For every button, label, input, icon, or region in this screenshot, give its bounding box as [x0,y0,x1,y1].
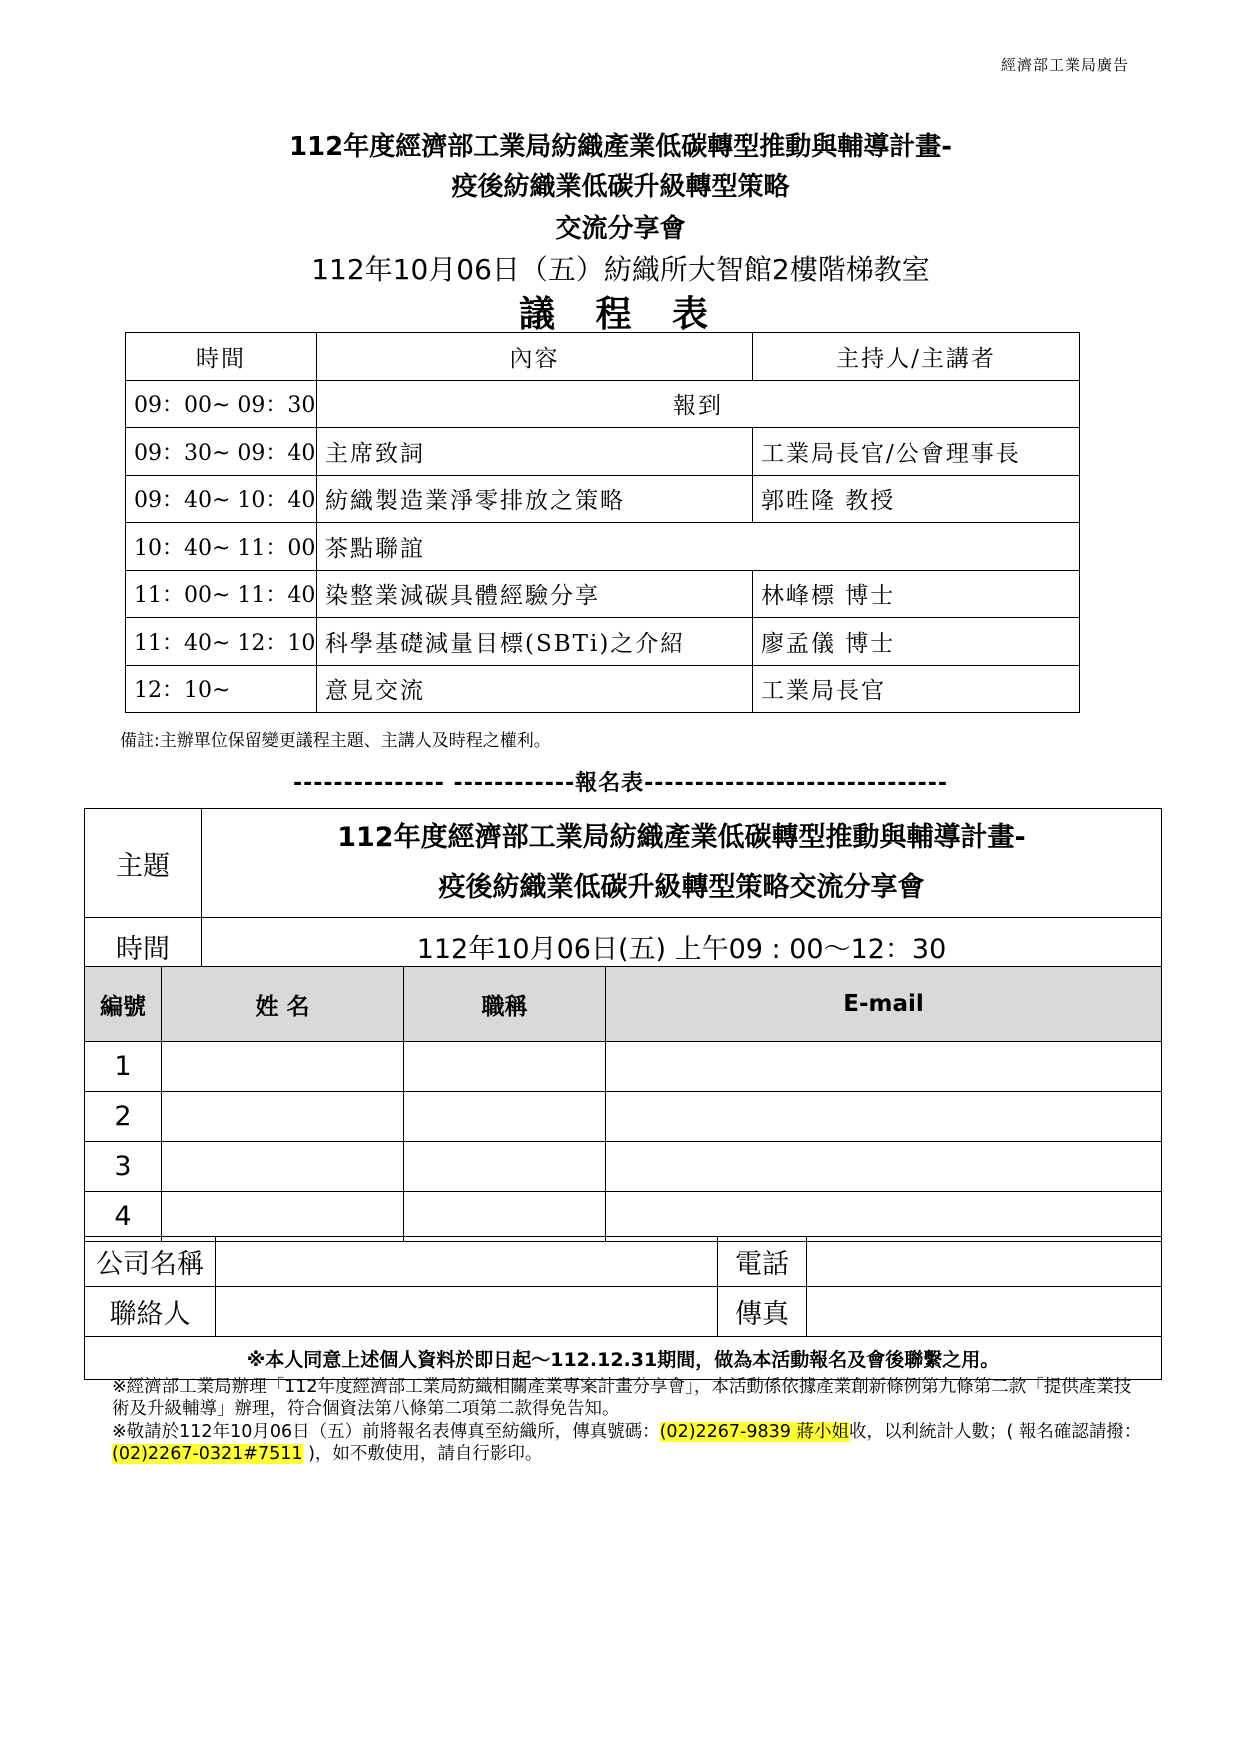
agenda-title: 議 程 表 [518,294,723,335]
company-field[interactable] [216,1237,718,1287]
agenda-time: 11：40~ 12：10 [126,618,317,666]
fax-instructions-text: ※敬請於112年10月06日（五）前將報名表傳真至紡織所，傳真號碼： [112,1422,660,1442]
attendee-row [85,1092,1162,1142]
title-field[interactable] [404,1142,606,1192]
agenda-col-content: 內容 [317,333,753,381]
agenda-speaker: 郭甠隆 教授 [753,475,1080,523]
row-number: 4 [85,1192,162,1242]
agenda-speaker: 林峰標 博士 [753,570,1080,618]
title-field[interactable] [404,1192,606,1242]
agenda-note: 備註:主辦單位保留變更議程主題、主講人及時程之權利。 [120,731,551,751]
agenda-time: 11：00~ 11：40 [126,570,317,618]
agenda-speaker: 工業局長官/公會理事長 [753,428,1080,476]
attendee-header-row [85,967,1162,1042]
contact-label: 聯絡人 [85,1287,216,1337]
advertiser-label: 經濟部工業局廣告 [1000,56,1129,74]
registration-divider: --------------- ------------報名表------------------------------ [292,771,949,796]
time-value: 112年10月06日(五) 上午09 : 00～12：30 [202,918,1162,976]
privacy-footnote: ※經濟部工業局辦理「112年度經濟部工業局紡織相關產業專案計畫分享會」，本活動係依據產業創新條例第九條第二款「提供產業技術及升級輔導」辦理，符合個資法第八條第二項第二款得免告知。 [112,1377,1132,1419]
project-title: 112年度經濟部工業局紡織產業低碳轉型推動與輔導計畫- [288,132,953,162]
agenda-speaker: 工業局長官 [753,665,1080,713]
privacy-consent: ※本人同意上述個人資料於即日起～112.12.31期間，做為本活動報名及會後聯繫之用。 [85,1337,1162,1380]
event-date-venue: 112年10月06日（五）紡織所大智館2樓階梯教室 [311,253,930,286]
email-field[interactable] [606,1042,1162,1092]
attendee-row [85,1142,1162,1192]
email-field[interactable] [606,1192,1162,1242]
subject-line-2: 疫後紡織業低碳升級轉型策略交流分享會 [438,872,925,903]
fax-instructions [112,1421,1142,1465]
row-number: 1 [85,1042,162,1092]
agenda-row [126,475,1080,523]
name-field[interactable] [162,1192,404,1242]
phone-field[interactable] [807,1237,1162,1287]
email-field[interactable] [606,1092,1162,1142]
agenda-content: 茶點聯誼 [317,523,1080,571]
agenda-time: 12：10~ [126,665,317,713]
subject-line-1: 112年度經濟部工業局紡織產業低碳轉型推動與輔導計畫- [337,822,1026,853]
agenda-time: 09：40~ 10：40 [126,475,317,523]
phone-label: 電話 [718,1237,807,1287]
name-field[interactable] [162,1092,404,1142]
col-title: 職稱 [404,967,606,1042]
company-table [84,1236,1162,1380]
col-email: E-mail [606,967,1162,1042]
col-name: 姓 名 [162,967,404,1042]
registration-info-table [84,808,1162,976]
agenda-row [126,428,1080,476]
agenda-header-row [126,333,1080,381]
agenda-time: 09：30~ 09：40 [126,428,317,476]
row-number: 2 [85,1092,162,1142]
name-field[interactable] [162,1142,404,1192]
agenda-row [126,665,1080,713]
fax-instructions-text: )，如不敷使用，請自行影印。 [302,1444,543,1464]
agenda-row [126,380,1080,428]
event-type: 交流分享會 [555,214,686,244]
attendee-table [84,966,1162,1242]
fax-instructions-text: 收，以利統計人數；( 報名確認請撥： [848,1422,1142,1442]
title-field[interactable] [404,1092,606,1142]
attendee-row [85,1192,1162,1242]
name-field[interactable] [162,1042,404,1092]
email-field[interactable] [606,1142,1162,1192]
agenda-content: 報到 [317,380,1080,428]
agenda-content: 紡織製造業淨零排放之策略 [317,475,753,523]
agenda-content: 意見交流 [317,665,753,713]
col-number: 編號 [85,967,162,1042]
agenda-row [126,618,1080,666]
agenda-row [126,570,1080,618]
attendee-row [85,1042,1162,1092]
agenda-row [126,523,1080,571]
agenda-col-speaker: 主持人/主講者 [753,333,1080,381]
agenda-content: 染整業減碳具體經驗分享 [317,570,753,618]
fax-field[interactable] [807,1287,1162,1337]
agenda-time: 09：00~ 09：30 [126,380,317,428]
agenda-table [125,332,1080,713]
row-number: 3 [85,1142,162,1192]
fax-label: 傳真 [718,1287,807,1337]
agenda-col-time: 時間 [126,333,317,381]
agenda-content: 科學基礎減量目標(SBTi)之介紹 [317,618,753,666]
contact-field[interactable] [216,1287,718,1337]
agenda-time: 10：40~ 11：00 [126,523,317,571]
title-field[interactable] [404,1042,606,1092]
subject-value [202,809,1162,918]
confirm-phone: (02)2267-0321#7511 [112,1444,303,1464]
time-label: 時間 [85,918,202,976]
agenda-speaker: 廖孟儀 博士 [753,618,1080,666]
subject-label: 主題 [85,809,202,918]
event-subtitle: 疫後紡織業低碳升級轉型策略 [451,172,790,202]
company-label: 公司名稱 [85,1237,216,1287]
agenda-content: 主席致詞 [317,428,753,476]
fax-number: (02)2267-9839 蔣小姐 [659,1422,849,1442]
